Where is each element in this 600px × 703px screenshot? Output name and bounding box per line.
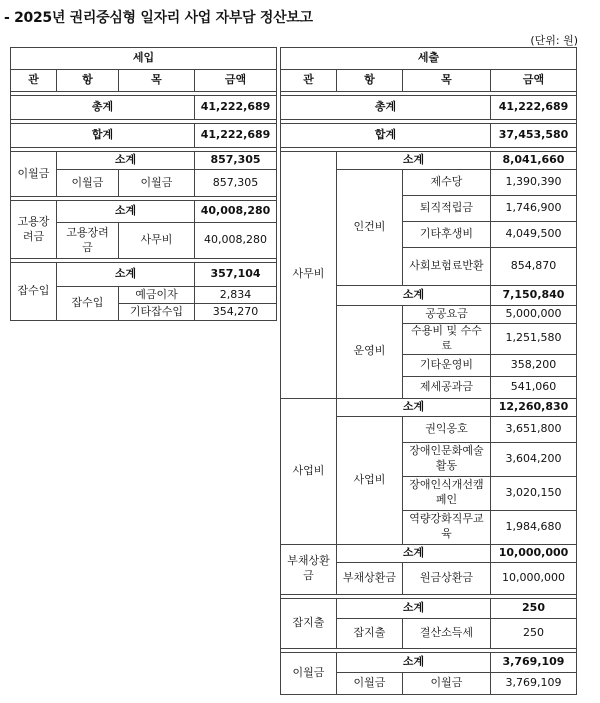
revenue-gwan: 잡수입 <box>11 263 57 321</box>
revenue-mok: 예금이자 <box>119 287 195 304</box>
expense-table <box>280 47 577 695</box>
expense-mok: 기타후생비 <box>403 222 491 248</box>
subtotal-label: 소계 <box>57 201 195 223</box>
expense-mok: 사회보험료반환 <box>403 248 491 286</box>
page-title: - 2025년 권리중심형 일자리 사업 자부담 정산보고 <box>4 10 313 26</box>
subtotal-amount: 7,150,840 <box>491 286 577 306</box>
subtotal-amount: 857,305 <box>195 152 277 170</box>
expense-gwan: 사무비 <box>281 152 337 399</box>
expense-amount: 854,870 <box>491 248 577 286</box>
expense-mok: 제세공과금 <box>403 376 491 398</box>
col-amount: 금액 <box>491 70 577 92</box>
revenue-grand-total-label: 총계 <box>11 96 195 120</box>
expense-hang: 사업비 <box>337 416 403 544</box>
expense-amount: 4,049,500 <box>491 222 577 248</box>
expense-gwan: 부채상환금 <box>281 544 337 594</box>
subtotal-amount: 250 <box>491 598 577 618</box>
expense-mok: 퇴직적립금 <box>403 196 491 222</box>
col-mok: 목 <box>119 70 195 92</box>
expense-amount: 3,020,150 <box>491 476 577 510</box>
expense-amount: 541,060 <box>491 376 577 398</box>
revenue-hang: 잡수입 <box>57 287 119 321</box>
expense-amount: 1,390,390 <box>491 170 577 196</box>
expense-hang: 부채상환금 <box>337 562 403 594</box>
subtotal-amount: 8,041,660 <box>491 152 577 170</box>
expense-amount: 1,251,580 <box>491 324 577 355</box>
expense-total-label: 합계 <box>281 124 491 148</box>
expense-header: 세출 <box>281 48 577 70</box>
expense-hang: 이월금 <box>337 672 403 694</box>
subtotal-label: 소계 <box>57 152 195 170</box>
expense-amount: 250 <box>491 618 577 648</box>
revenue-total-label: 합계 <box>11 124 195 148</box>
revenue-gwan: 고용장려금 <box>11 201 57 259</box>
subtotal-amount: 40,008,280 <box>195 201 277 223</box>
expense-mok: 이월금 <box>403 672 491 694</box>
expense-mok: 장애인식개선캠페인 <box>403 476 491 510</box>
subtotal-label: 소계 <box>337 286 491 306</box>
expense-mok: 권익옹호 <box>403 416 491 442</box>
expense-mok: 수용비 및 수수료 <box>403 324 491 355</box>
revenue-hang: 고용장려금 <box>57 223 119 259</box>
col-mok: 목 <box>403 70 491 92</box>
expense-mok: 역량강화직무교육 <box>403 510 491 544</box>
subtotal-label: 소계 <box>57 263 195 287</box>
col-gwan: 관 <box>11 70 57 92</box>
expense-amount: 3,604,200 <box>491 442 577 476</box>
expense-amount: 10,000,000 <box>491 562 577 594</box>
expense-grand-total: 41,222,689 <box>491 96 577 120</box>
unit-label: (단위: 원) <box>530 34 578 47</box>
revenue-mok: 사무비 <box>119 223 195 259</box>
revenue-amount: 857,305 <box>195 170 277 197</box>
col-hang: 항 <box>337 70 403 92</box>
subtotal-label: 소계 <box>337 152 491 170</box>
expense-mok: 제수당 <box>403 170 491 196</box>
revenue-gwan: 이월금 <box>11 152 57 197</box>
revenue-amount: 354,270 <box>195 304 277 321</box>
revenue-amount: 2,834 <box>195 287 277 304</box>
expense-hang: 인건비 <box>337 170 403 286</box>
expense-amount: 3,651,800 <box>491 416 577 442</box>
expense-mok: 공공요금 <box>403 306 491 324</box>
expense-amount: 5,000,000 <box>491 306 577 324</box>
subtotal-amount: 10,000,000 <box>491 544 577 562</box>
expense-grand-total-label: 총계 <box>281 96 491 120</box>
revenue-mok: 기타잡수입 <box>119 304 195 321</box>
expense-amount: 3,769,109 <box>491 672 577 694</box>
revenue-amount: 40,008,280 <box>195 223 277 259</box>
col-gwan: 관 <box>281 70 337 92</box>
expense-hang: 운영비 <box>337 306 403 399</box>
expense-amount: 1,984,680 <box>491 510 577 544</box>
expense-amount: 1,746,900 <box>491 196 577 222</box>
revenue-header: 세입 <box>11 48 277 70</box>
expense-mok: 원금상환금 <box>403 562 491 594</box>
col-amount: 금액 <box>195 70 277 92</box>
revenue-hang: 이월금 <box>57 170 119 197</box>
revenue-mok: 이월금 <box>119 170 195 197</box>
expense-mok: 장애인문화예술활동 <box>403 442 491 476</box>
subtotal-amount: 12,260,830 <box>491 398 577 416</box>
subtotal-label: 소계 <box>337 544 491 562</box>
subtotal-amount: 3,769,109 <box>491 652 577 672</box>
expense-gwan: 사업비 <box>281 398 337 544</box>
revenue-grand-total: 41,222,689 <box>195 96 277 120</box>
expense-hang: 잡지출 <box>337 618 403 648</box>
expense-total: 37,453,580 <box>491 124 577 148</box>
expense-mok: 결산소득세 <box>403 618 491 648</box>
subtotal-label: 소계 <box>337 598 491 618</box>
col-hang: 항 <box>57 70 119 92</box>
expense-gwan: 이월금 <box>281 652 337 694</box>
subtotal-label: 소계 <box>337 652 491 672</box>
revenue-table <box>10 47 277 321</box>
expense-gwan: 잡지출 <box>281 598 337 648</box>
subtotal-amount: 357,104 <box>195 263 277 287</box>
revenue-total: 41,222,689 <box>195 124 277 148</box>
expense-amount: 358,200 <box>491 354 577 376</box>
subtotal-label: 소계 <box>337 398 491 416</box>
expense-mok: 기타운영비 <box>403 354 491 376</box>
